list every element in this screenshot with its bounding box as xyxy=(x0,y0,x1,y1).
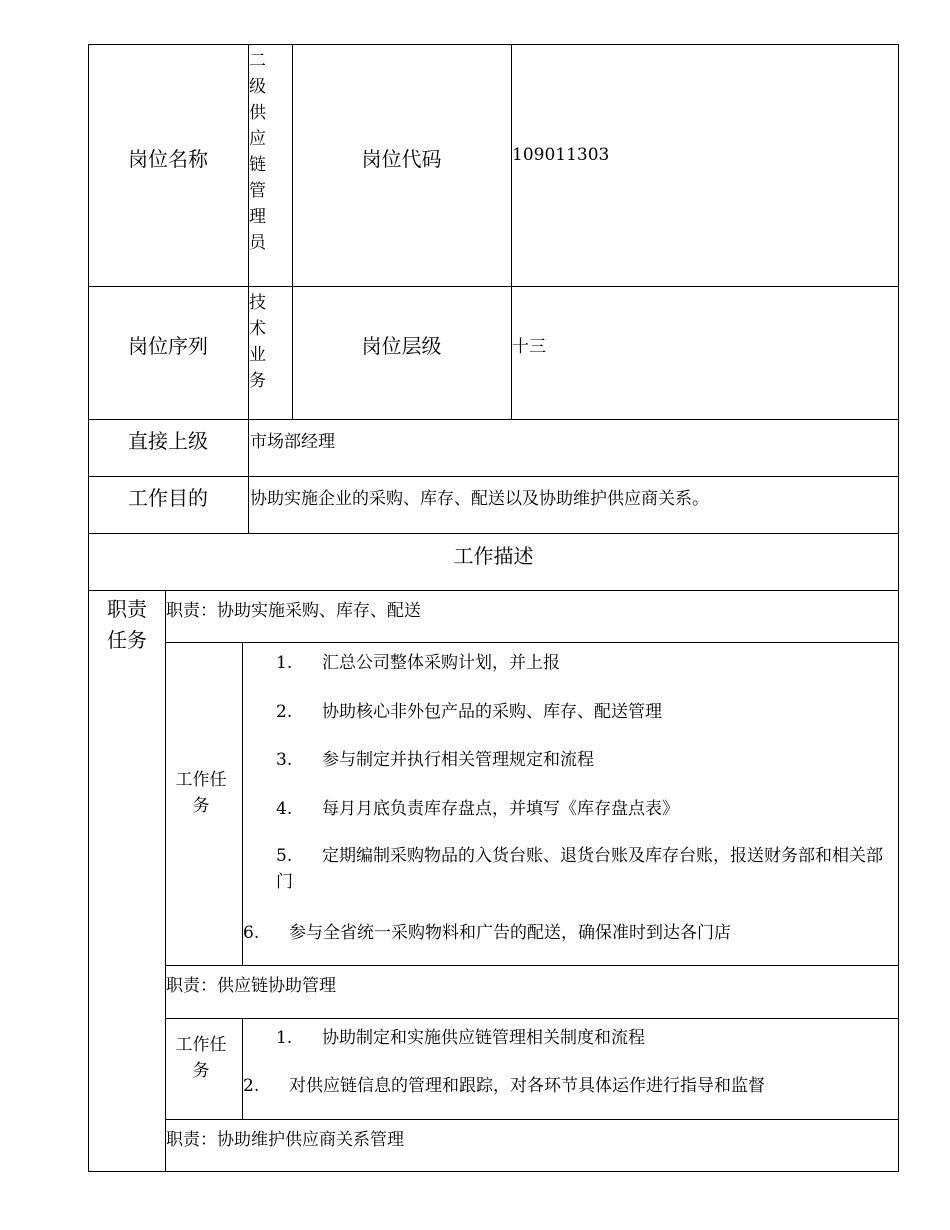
post-sequence-label: 岗位序列 xyxy=(128,334,208,358)
task-text: 对供应链信息的管理和跟踪，对各环节具体运作进行指导和监督 xyxy=(289,1076,765,1096)
task-number: 3. xyxy=(276,750,293,770)
task-text: 参与全省统一采购物料和广告的配送，确保准时到达各门店 xyxy=(289,923,731,943)
post-level-value: 十三 xyxy=(512,337,546,357)
task-number: 2. xyxy=(276,702,293,722)
task-item xyxy=(276,697,662,722)
task-number: 1. xyxy=(276,1028,293,1048)
task-item xyxy=(243,918,731,943)
task-item xyxy=(276,1023,645,1048)
task-item xyxy=(276,745,594,770)
task-number: 1. xyxy=(276,653,293,673)
duty-title: 职责：供应链协助管理 xyxy=(166,976,336,996)
task-label: 工作任务 xyxy=(175,770,227,816)
duty-title: 职责：协助实施采购、库存、配送 xyxy=(166,601,421,621)
task-item xyxy=(276,794,679,819)
description-header: 工作描述 xyxy=(453,544,534,568)
task-text: 定期编制采购物品的入货台账、退货台账及库存台账，报送财务部和相关部门 xyxy=(276,846,883,892)
task-number: 4. xyxy=(276,799,293,819)
superior-value: 市场部经理 xyxy=(250,432,335,452)
superior-label: 直接上级 xyxy=(128,429,208,453)
task-number: 6. xyxy=(243,923,260,943)
duty-title: 职责：协助维护供应商关系管理 xyxy=(166,1130,404,1150)
task-text: 参与制定并执行相关管理规定和流程 xyxy=(322,750,594,770)
task-label: 工作任务 xyxy=(175,1035,227,1081)
task-item xyxy=(276,843,888,895)
duty-label: 职责任务 xyxy=(107,597,147,652)
task-text: 协助制定和实施供应链管理相关制度和流程 xyxy=(322,1028,645,1048)
post-sequence-value: 技术业务 xyxy=(249,293,266,391)
post-level-label: 岗位层级 xyxy=(361,334,442,358)
purpose-value: 协助实施企业的采购、库存、配送以及协助维护供应商关系。 xyxy=(250,489,709,509)
task-text: 汇总公司整体采购计划，并上报 xyxy=(322,653,560,673)
post-name-label: 岗位名称 xyxy=(128,147,208,171)
task-text: 每月月底负责库存盘点，并填写《库存盘点表》 xyxy=(322,799,679,819)
task-item xyxy=(243,1071,765,1096)
post-name-value: 二级供应链管理员 xyxy=(249,51,266,253)
purpose-label: 工作目的 xyxy=(128,486,208,510)
post-code-value: 109011303 xyxy=(512,145,610,165)
post-code-label: 岗位代码 xyxy=(361,147,442,171)
task-item xyxy=(276,648,560,673)
task-number: 2. xyxy=(243,1076,260,1096)
task-text: 协助核心非外包产品的采购、库存、配送管理 xyxy=(322,702,662,722)
task-number: 5. xyxy=(276,846,293,866)
